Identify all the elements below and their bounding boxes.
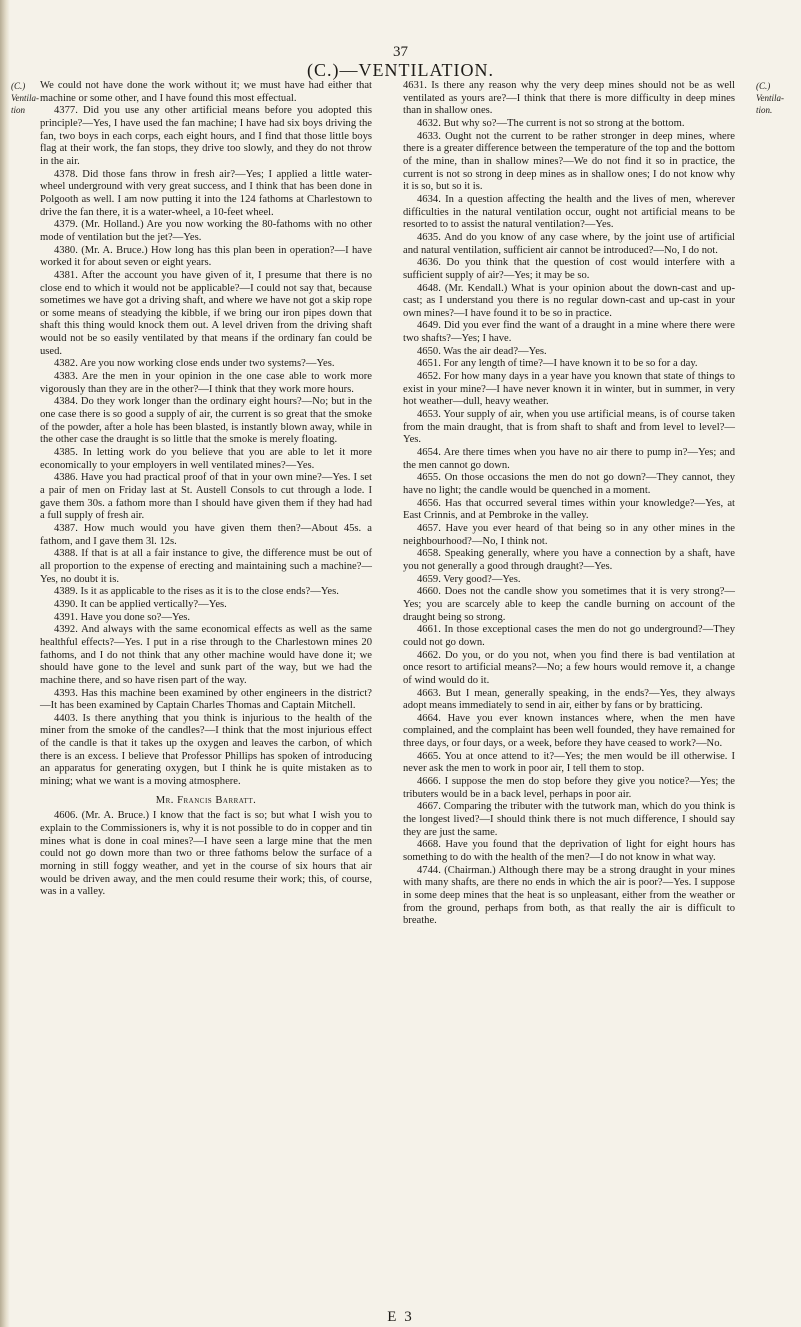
testimony-paragraph: 4667. Comparing the tributer with the tutwork man, which do you think is the longest lived?—I should think there is not much difference, I should say they are just the same. [403,801,735,838]
margin-note-right: (C.) Ventila-tion. [756,81,784,115]
testimony-paragraph: 4652. For how many days in a year have you known that state of things to exist in your mine?—I have never known it in winter, but in summer, in very hot weather—dull, heavy weather. [403,371,735,408]
witness-heading: Mr. Francis Barratt. [155,794,257,806]
page-number: 37 [393,44,408,60]
testimony-paragraph: 4633. Ought not the current to be rather stronger in deep mines, where there is a greater difference between the temperature of the top and the bottom of the mine, than in shallow mines?—We do not find it so in practice, the current is not so strong in deep mines as in shallow ones; I do not know why it is so, but so it is. [403,130,735,193]
testimony-paragraph: 4386. Have you had practical proof of that in your own mine?—Yes. I set a pair of men on Friday last at St. Austell Consols to cut through a lode. I gave them 30s. a fathom more than I should have given them if they had had a full supply of fresh air. [40,472,372,522]
testimony-paragraph: 4662. Do you, or do you not, when you find there is bad ventilation at once resort to artificial means?—No; a few hours would remove it, a change of wind would do it. [403,649,735,686]
testimony-paragraph: 4744. (Chairman.) Although there may be a strong draught in your mines with many shafts, are there no ends in which the air is poor?—Yes. I suppose in some deep mines that the heat is so unpleasant, either from the weather or from the ground, perhaps from both, as that really the air is difficult to breathe. [403,864,735,927]
testimony-paragraph: 4390. It can be applied vertically?—Yes. [54,598,227,610]
testimony-paragraph: 4653. Your supply of air, when you use artificial means, is of course taken from the main draught, that is from shaft to shaft and from level to level?—Yes. [403,409,735,446]
testimony-paragraph: 4661. In those exceptional cases the men do not go underground?—They could not go down. [403,624,735,648]
page-binding-edge [0,0,10,1327]
testimony-paragraph: 4659. Very good?—Yes. [417,573,521,585]
right-text-column [403,80,735,928]
testimony-paragraph: 4378. Did those fans throw in fresh air?—Yes; I applied a little water-wheel underground with very great success, and I think that has been done in Polgooth as well. I am now putting it into the 124 fathoms at Charlestown to drive the fan there, it is a water-wheel, a 10-feet wheel. [40,168,372,218]
testimony-paragraph: 4403. Is there anything that you think is injurious to the health of the miner from the smoke of the candles?—I think that the most injurious effect of the candle is that it takes up the oxygen and leaves the carbon, of which there is an excess. I believe that Professor Phillips has spoken of introducing an apparatus for generating oxygen, but I think he is quite mistaken as to mining; what we want is a moving atmosphere. [40,712,372,788]
testimony-paragraph: 4649. Did you ever find the want of a draught in a mine where there were two shafts?—Yes; I have. [403,320,735,345]
testimony-paragraph: 4655. On those occasions the men do not go down?—They cannot, they have no light; the candle would be quenched in a moment. [403,472,735,496]
testimony-paragraph: 4382. Are you now working close ends under two systems?—Yes. [54,358,335,370]
testimony-paragraph: We could not have done the work without it; we must have had either that machine or some other, and I have found this most effectual. [40,80,372,104]
left-text-column [40,80,372,899]
testimony-paragraph: 4654. Are there times when you have no air there to pump in?—Yes; and the men cannot go down. [403,447,735,471]
testimony-paragraph: 4634. In a question affecting the health and the lives of men, wherever difficulties in the natural ventilation occur, ought not artificial means to be resorted to to assist the natural ventilation?—Yes. [403,193,735,231]
testimony-paragraph: 4648. (Mr. Kendall.) What is your opinion about the down-cast and up-cast; as I understand you there is no regular down-cast and up-cast in your own mines?—I have found it to be so in practice. [403,282,735,319]
testimony-paragraph: 4606. (Mr. A. Bruce.) I know that the fact is so; but what I wish you to explain to the Commissioners is, why it is not possible to do in copper and tin mines what is done in coal mines?—I have seen a large mine that the men could not go down more than two or three fathoms below the surface of a morning in still foggy weather, and yet in the course of six hours that air would be driven away, and the men could resume their work; this, of course, was in a valley. [40,810,372,898]
testimony-paragraph: 4665. You at once attend to it?—Yes; the men would be ill otherwise. I never ask the men to work in poor air, I tell them to stop. [403,750,735,775]
testimony-paragraph: 4391. Have you done so?—Yes. [54,611,191,623]
testimony-paragraph: 4663. But I mean, generally speaking, in the ends?—Yes, they always adopt means immediately to send in air, either by fans or by bratticing. [403,687,735,712]
testimony-paragraph: 4656. Has that occurred several times within your knowledge?—Yes, at East Crinnis, and at Pembroke in the valley. [403,497,735,522]
testimony-paragraph: 4380. (Mr. A. Bruce.) How long has this plan been in operation?—I have worked it for about seven or eight years. [40,244,372,269]
testimony-paragraph: 4385. In letting work do you believe that you are able to let it more economically to your employers in well ventilated mines?—Yes. [40,447,372,471]
testimony-paragraph: 4635. And do you know of any case where, by the joint use of artificial and natural ventilation, sufficient air cannot be introduced?—No, I do not. [403,231,735,256]
testimony-paragraph: 4377. Did you use any other artificial means before you adopted this principle?—Yes, I have used the fan machine; I have had six boys driving the fan, two boys in each corps, each eight hours, and I find that those little boys flag at their work, the fan stops, they drive too slowly, and they do not throw in the air. [40,105,372,167]
testimony-paragraph: 4393. Has this machine been examined by other engineers in the district?—It has been examined by Captain Charles Thomas and Captain Mitchell. [40,687,372,712]
section-title: (C.)—VENTILATION. [307,60,494,80]
testimony-paragraph: 4668. Have you found that the deprivation of light for eight hours has something to do with the health of the men?—I do not know in what way. [403,839,735,864]
testimony-paragraph: 4636. Do you think that the question of cost would interfere with a sufficient supply of air?—Yes; it may be so. [403,257,735,281]
testimony-paragraph: 4631. Is there any reason why the very deep mines should not be as well ventilated as yours are?—I think that there is more difficulty in deep mines than in shallow ones. [403,80,735,117]
testimony-paragraph: 4632. But why so?—The current is not so strong at the bottom. [417,117,685,129]
testimony-paragraph: 4383. Are the men in your opinion in the one case able to work more vigorously than they are in the other?—I think that they work more hours. [40,371,372,395]
testimony-paragraph: 4658. Speaking generally, where you have a connection by a shaft, have you not generally a good through draught?—Yes. [403,548,735,572]
testimony-paragraph: 4379. (Mr. Holland.) Are you now working the 80-fathoms with no other mode of ventilation but the jet?—Yes. [40,219,372,243]
testimony-paragraph: 4384. Do they work longer than the ordinary eight hours?—No; but in the one case there is so good a supply of air, the current is so great that the smoke of the powder, after a hole has been blasted, is instantly blown away, while in the other case the draught is so little that the smoke is merely floating. [40,396,372,446]
testimony-paragraph: 4660. Does not the candle show you sometimes that it is very strong?—Yes; you are scarcely able to keep the candle burning on account of the draught being so strong. [403,586,735,623]
margin-note-left: (C.) Ventila-tion [11,81,39,115]
testimony-paragraph: 4389. Is it as applicable to the rises as it is to the close ends?—Yes. [54,586,339,598]
testimony-paragraph: 4666. I suppose the men do stop before they give you notice?—Yes; the tributers would be in a back level, perhaps in poor air. [403,776,735,800]
testimony-paragraph: 4392. And always with the same economical effects as well as the same healthful effects?—Yes. I put in a rise through to the Charlestown mines 20 fathoms, and I do not think that any other machine would have done it; we should have gone to the level and sunk part of the way, but we had the machine there, and so have risen part of the way. [40,624,372,686]
testimony-paragraph: 4388. If that is at all a fair instance to give, the difference must be out of all proportion to the expense of erecting and maintaining such a machine?—Yes, no doubt it is. [40,548,372,585]
printer-signature: E 3 [387,1309,414,1325]
testimony-paragraph: 4387. How much would you have given them then?—About 45s. a fathom, and I gave them 3l. 12s. [40,522,372,547]
testimony-paragraph: 4664. Have you ever known instances where, when the men have complained, and the complaint has been well founded, they have remained for three days, or four days, or a week, before they have ceased to work?—No. [403,712,735,750]
testimony-paragraph: 4381. After the account you have given of it, I presume that there is no close end to which it would not be applicable?—I could not say that, because sometimes we have got a driving shaft, and where we have not got a skip rope or some means of steadying the kibble, if we bring our iron pipes down that shaft this thing would knock them out. A level driven from the driving shaft would not be so easily ventilated by that means if the ordinary fan could be used. [40,269,372,357]
testimony-paragraph: 4657. Have you ever heard of that being so in any other mines in the neighbourhood?—No, I think not. [403,522,735,547]
testimony-paragraph: 4651. For any length of time?—I have known it to be so for a day. [417,358,698,370]
testimony-paragraph: 4650. Was the air dead?—Yes. [417,345,547,357]
